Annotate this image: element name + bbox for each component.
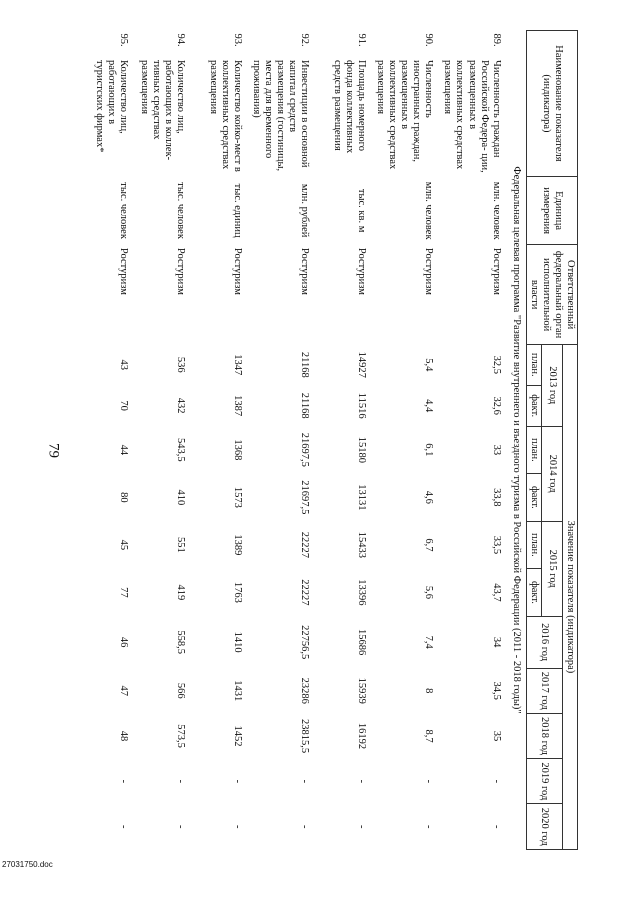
header-year-2013: 2013 год (541, 344, 562, 426)
row-value: 15180 (356, 436, 368, 463)
row-value: 34,5 (490, 681, 502, 700)
rotated-table-container (93, 30, 578, 850)
row-value: 21168 (299, 351, 311, 378)
row-value: 1347 (231, 354, 243, 376)
row-value: 21168 (299, 392, 311, 419)
row-value: 1763 (231, 581, 243, 603)
row-value: 543,5 (174, 438, 186, 462)
row-name: Количество лиц, работающих в туристских фирмах* (93, 60, 129, 153)
row-value: 14927 (356, 351, 368, 378)
row-value: 43 (117, 359, 129, 371)
row-value: 8 (423, 688, 435, 694)
row-value: - (174, 824, 186, 829)
row-value: 1431 (231, 680, 243, 702)
row-value: - (299, 824, 311, 829)
row-value: 1368 (231, 439, 243, 461)
row-value: 13131 (356, 484, 368, 511)
header-name: Наименование показателя (индикатора) (526, 31, 577, 177)
row-value: 5,4 (423, 358, 435, 372)
header-fact-2015: факт. (526, 569, 541, 617)
row-agency: Ростуризм (299, 247, 311, 295)
header-unit: Единица измерения (526, 176, 577, 245)
row-value: 47 (117, 685, 129, 696)
row-value: 35 (490, 730, 502, 742)
row-value: 16192 (356, 722, 368, 750)
row-value: 48 (117, 730, 129, 742)
row-value: 32,6 (490, 396, 502, 415)
row-value: - (117, 779, 129, 784)
row-name: Количество лиц, работающих в коллек- тивных средствах размещения (138, 60, 186, 161)
row-value: 1410 (231, 631, 243, 653)
row-value: 70 (117, 400, 129, 411)
row-value: 573,5 (174, 724, 186, 748)
header-plan-2014: план. (526, 426, 541, 474)
indicators-table (76, 30, 578, 850)
row-value: 1573 (231, 486, 243, 508)
row-value: 34 (490, 636, 502, 648)
header-year-2014: 2014 год (541, 426, 562, 521)
row-value: 432 (174, 397, 186, 414)
row-name: Численность граждан Российской Федера- ции, размещенных в коллективных средствах размещения (442, 60, 502, 173)
row-value: 566 (174, 682, 186, 699)
footer-filename: 27031750.doc (2, 860, 53, 869)
row-value: 4,4 (423, 399, 435, 413)
row-name: Инвестиции в основной капитал средств размещения (гостиницы, места для временного проживания) (250, 60, 311, 172)
row-value: - (299, 779, 311, 784)
row-value: 5,6 (423, 585, 435, 599)
program-title: Федеральная целевая программа "Развитие внутреннего и въездного туризма в Российской Федерации (2011 - 2018 годы)" (510, 166, 522, 714)
row-value: 32,5 (490, 355, 502, 374)
row-value: 551 (174, 537, 186, 553)
row-value: 536 (174, 356, 186, 373)
table-body (76, 31, 527, 850)
row-value: 15939 (356, 677, 368, 704)
row-value: 6,7 (423, 538, 435, 552)
row-value: 46 (117, 636, 129, 648)
row-number: 91. (356, 33, 368, 47)
table-row (438, 31, 505, 850)
row-value: 15433 (356, 531, 368, 558)
table-row (247, 31, 314, 850)
row-value: 44 (117, 444, 129, 456)
row-unit: млн. человек (423, 181, 435, 240)
row-unit: млн. человек (490, 181, 502, 240)
header-year-2019: 2019 год (526, 759, 562, 804)
table-row (371, 31, 438, 850)
row-number: 94. (174, 33, 186, 47)
row-agency: Ростуризм (174, 247, 186, 295)
row-value: 8,7 (423, 729, 435, 743)
table-header (526, 31, 577, 850)
row-value: 33 (490, 444, 502, 456)
header-fact-2014: факт. (526, 474, 541, 522)
table-row (190, 31, 247, 850)
row-value: 80 (117, 492, 129, 503)
header-values: Значение показателя (индикатора) (562, 344, 577, 849)
page-number: 79 (45, 443, 62, 458)
row-value: 22227 (299, 531, 311, 558)
header-year-2017: 2017 год (526, 668, 562, 713)
row-value: 45 (117, 539, 129, 551)
row-unit: тыс. человек (117, 182, 129, 239)
header-year-2020: 2020 год (526, 804, 562, 850)
header-plan-2015: план. (526, 521, 541, 569)
row-value: 22756,5 (299, 625, 311, 660)
row-value: 15686 (356, 629, 368, 656)
row-number: 95. (117, 33, 129, 47)
row-value: - (231, 824, 243, 829)
row-agency: Ростуризм (356, 247, 368, 295)
row-value: 1389 (231, 534, 243, 556)
row-value: 21697,5 (299, 432, 311, 467)
row-value: 558,5 (174, 630, 186, 654)
row-value: 1452 (231, 725, 243, 747)
row-name: Количество койко-мест в коллективных средствах размещения (207, 60, 243, 172)
row-unit: тыс. единиц (231, 183, 243, 238)
row-value: - (356, 824, 368, 829)
header-year-2016: 2016 год (526, 616, 562, 668)
row-number: 89. (490, 33, 502, 47)
header-fact-2013: факт. (526, 385, 541, 426)
row-value: 419 (174, 584, 186, 601)
row-value: 7,4 (423, 635, 435, 649)
row-value: - (423, 779, 435, 784)
row-value: - (356, 779, 368, 784)
row-value: - (490, 824, 502, 829)
row-value: 410 (174, 489, 186, 506)
row-agency: Ростуризм (423, 247, 435, 295)
header-year-2015: 2015 год (541, 521, 562, 616)
row-number: 90. (423, 33, 435, 47)
row-value: - (423, 824, 435, 829)
row-agency: Ростуризм (117, 247, 129, 295)
row-agency: Ростуризм (231, 247, 243, 295)
row-value: - (490, 779, 502, 784)
row-number: 92. (299, 33, 311, 47)
row-value: 43,7 (490, 583, 502, 602)
table-row (76, 31, 133, 850)
row-value: 6,1 (423, 443, 435, 457)
row-name: Численность иностранных граждан, размещенных в коллективных средствах размещения (375, 60, 435, 170)
row-value: 23815,5 (299, 718, 311, 754)
row-unit: тыс. кв. м (356, 188, 368, 233)
row-value: - (231, 779, 243, 784)
row-value: 23286 (299, 677, 311, 704)
table-row (133, 31, 190, 850)
row-value: 33,5 (490, 535, 502, 555)
row-value: 77 (117, 587, 129, 598)
header-agency: Ответственный федеральный орган исполнительной власти (526, 245, 577, 344)
row-number: 93. (231, 33, 243, 47)
row-value: - (174, 779, 186, 784)
row-value: 21697,5 (299, 480, 311, 515)
row-value: 22227 (299, 579, 311, 606)
row-value: 33,8 (490, 488, 502, 507)
table-row (314, 31, 371, 850)
row-value: - (117, 824, 129, 829)
header-year-2018: 2018 год (526, 713, 562, 758)
header-plan-2013: план. (526, 344, 541, 385)
row-value: 13396 (356, 579, 368, 606)
row-unit: тыс. человек (174, 182, 186, 239)
row-name: Площадь номерного фонда коллективных средств размещения (331, 60, 368, 154)
row-value: 11516 (356, 392, 368, 419)
row-unit: млн. рублей (299, 183, 311, 238)
row-agency: Ростуризм (490, 247, 502, 295)
row-value: 1387 (231, 395, 243, 417)
row-value: 4,6 (423, 490, 435, 504)
